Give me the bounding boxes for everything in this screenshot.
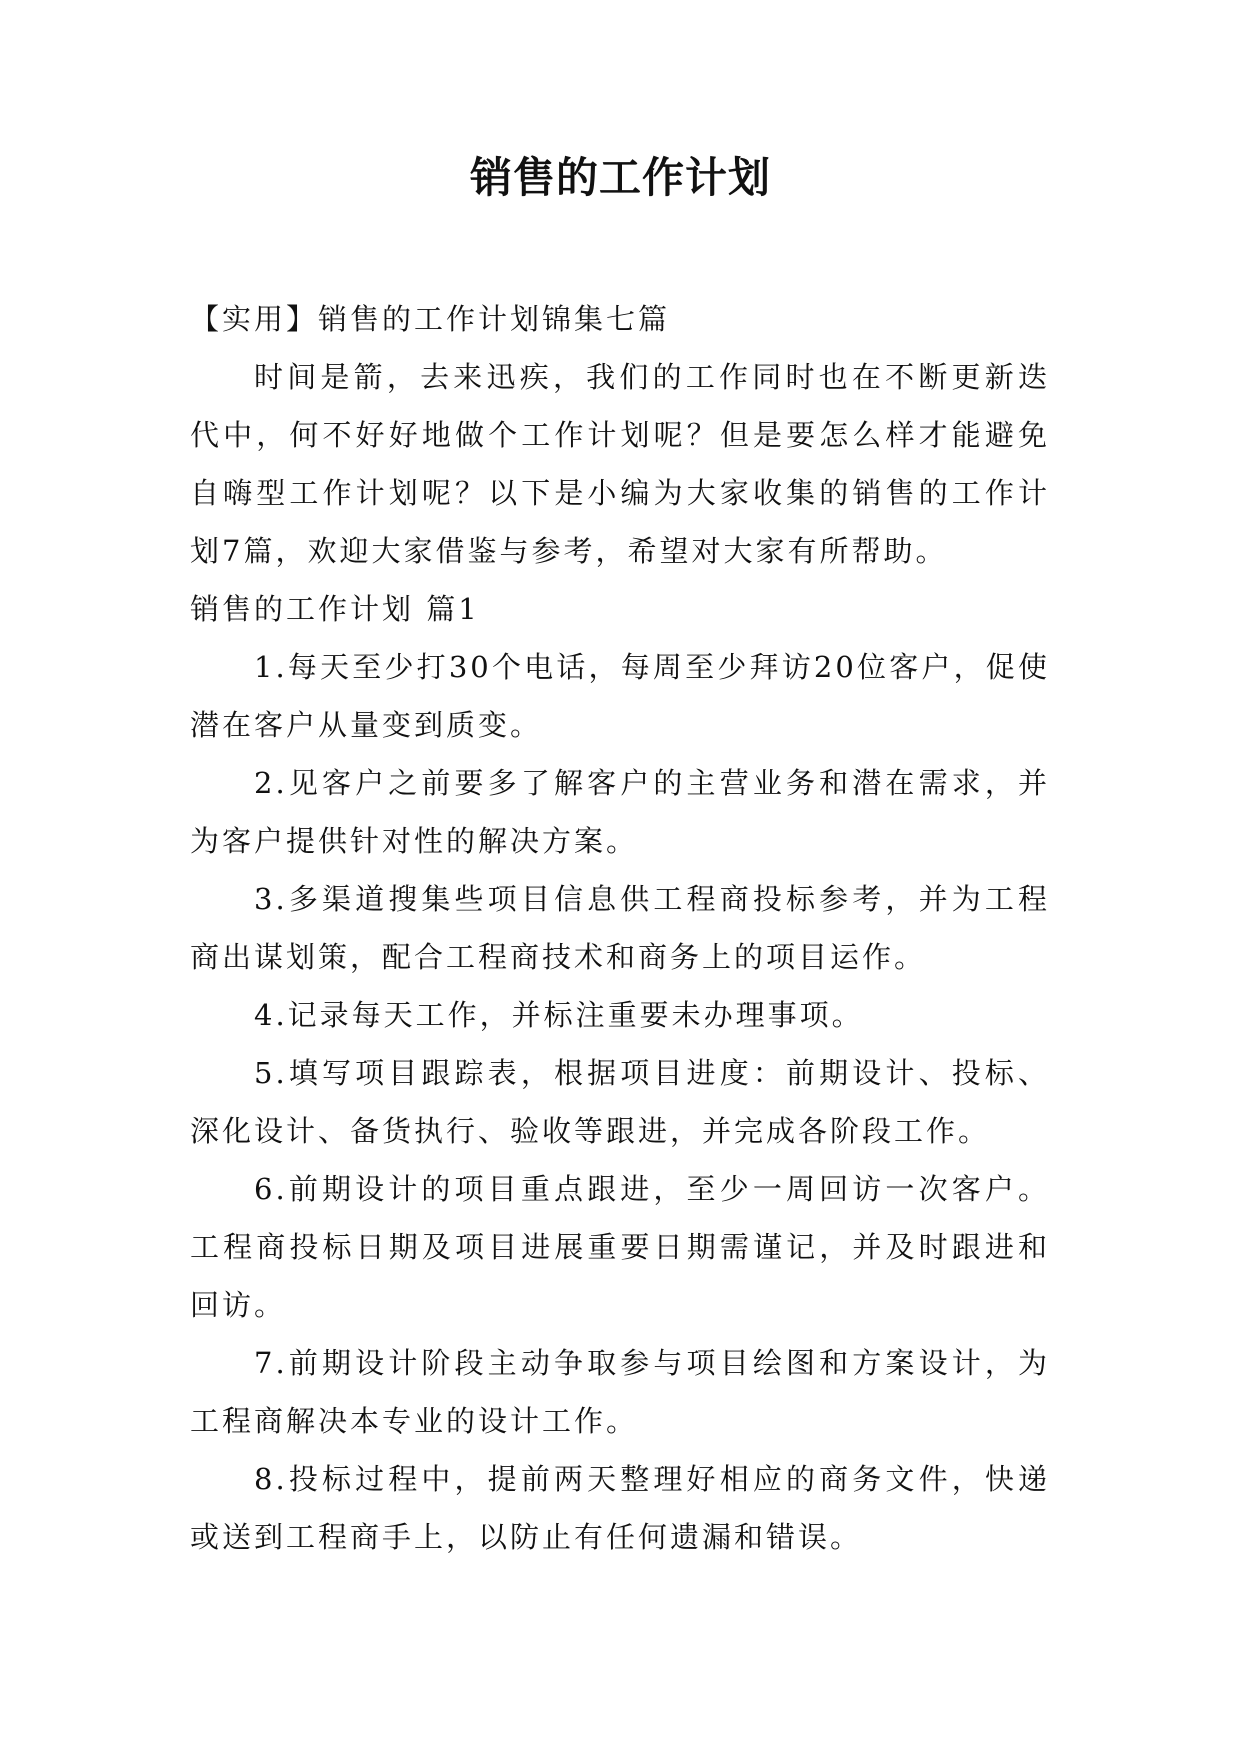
list-item: 3.多渠道搜集些项目信息供工程商投标参考，并为工程商出谋划策，配合工程商技术和商务上的项目运作。 [190,882,1050,974]
list-item: 2.见客户之前要多了解客户的主营业务和潜在需求，并为客户提供针对性的解决方案。 [190,766,1050,858]
list-item: 8.投标过程中，提前两天整理好相应的商务文件，快递或送到工程商手上，以防止有任何遗漏和错误。 [190,1462,1050,1554]
section-heading: 销售的工作计划 篇1 [190,592,480,626]
intro-paragraph: 时间是箭，去来迅疾，我们的工作同时也在不断更新迭代中，何不好好地做个工作计划呢？但是要怎么样才能避免自嗨型工作计划呢？以下是小编为大家收集的销售的工作计划7篇，欢迎大家借鉴与参考，希望对大家有所帮助。 [190,360,1050,568]
list-item: 7.前期设计阶段主动争取参与项目绘图和方案设计，为工程商解决本专业的设计工作。 [190,1346,1050,1438]
list-item: 4.记录每天工作，并标注重要未办理事项。 [254,998,864,1032]
document-title: 销售的工作计划 [469,153,771,202]
list-item: 5.填写项目跟踪表，根据项目进度：前期设计、投标、深化设计、备货执行、验收等跟进，并完成各阶段工作。 [190,1056,1050,1148]
list-item: 1.每天至少打30个电话，每周至少拜访20位客户，促使潜在客户从量变到质变。 [190,650,1050,742]
subtitle-line: 【实用】销售的工作计划锦集七篇 [190,302,671,336]
document-body [190,290,1050,1566]
list-item: 6.前期设计的项目重点跟进，至少一周回访一次客户。工程商投标日期及项目进展重要日期需谨记，并及时跟进和回访。 [190,1172,1050,1322]
